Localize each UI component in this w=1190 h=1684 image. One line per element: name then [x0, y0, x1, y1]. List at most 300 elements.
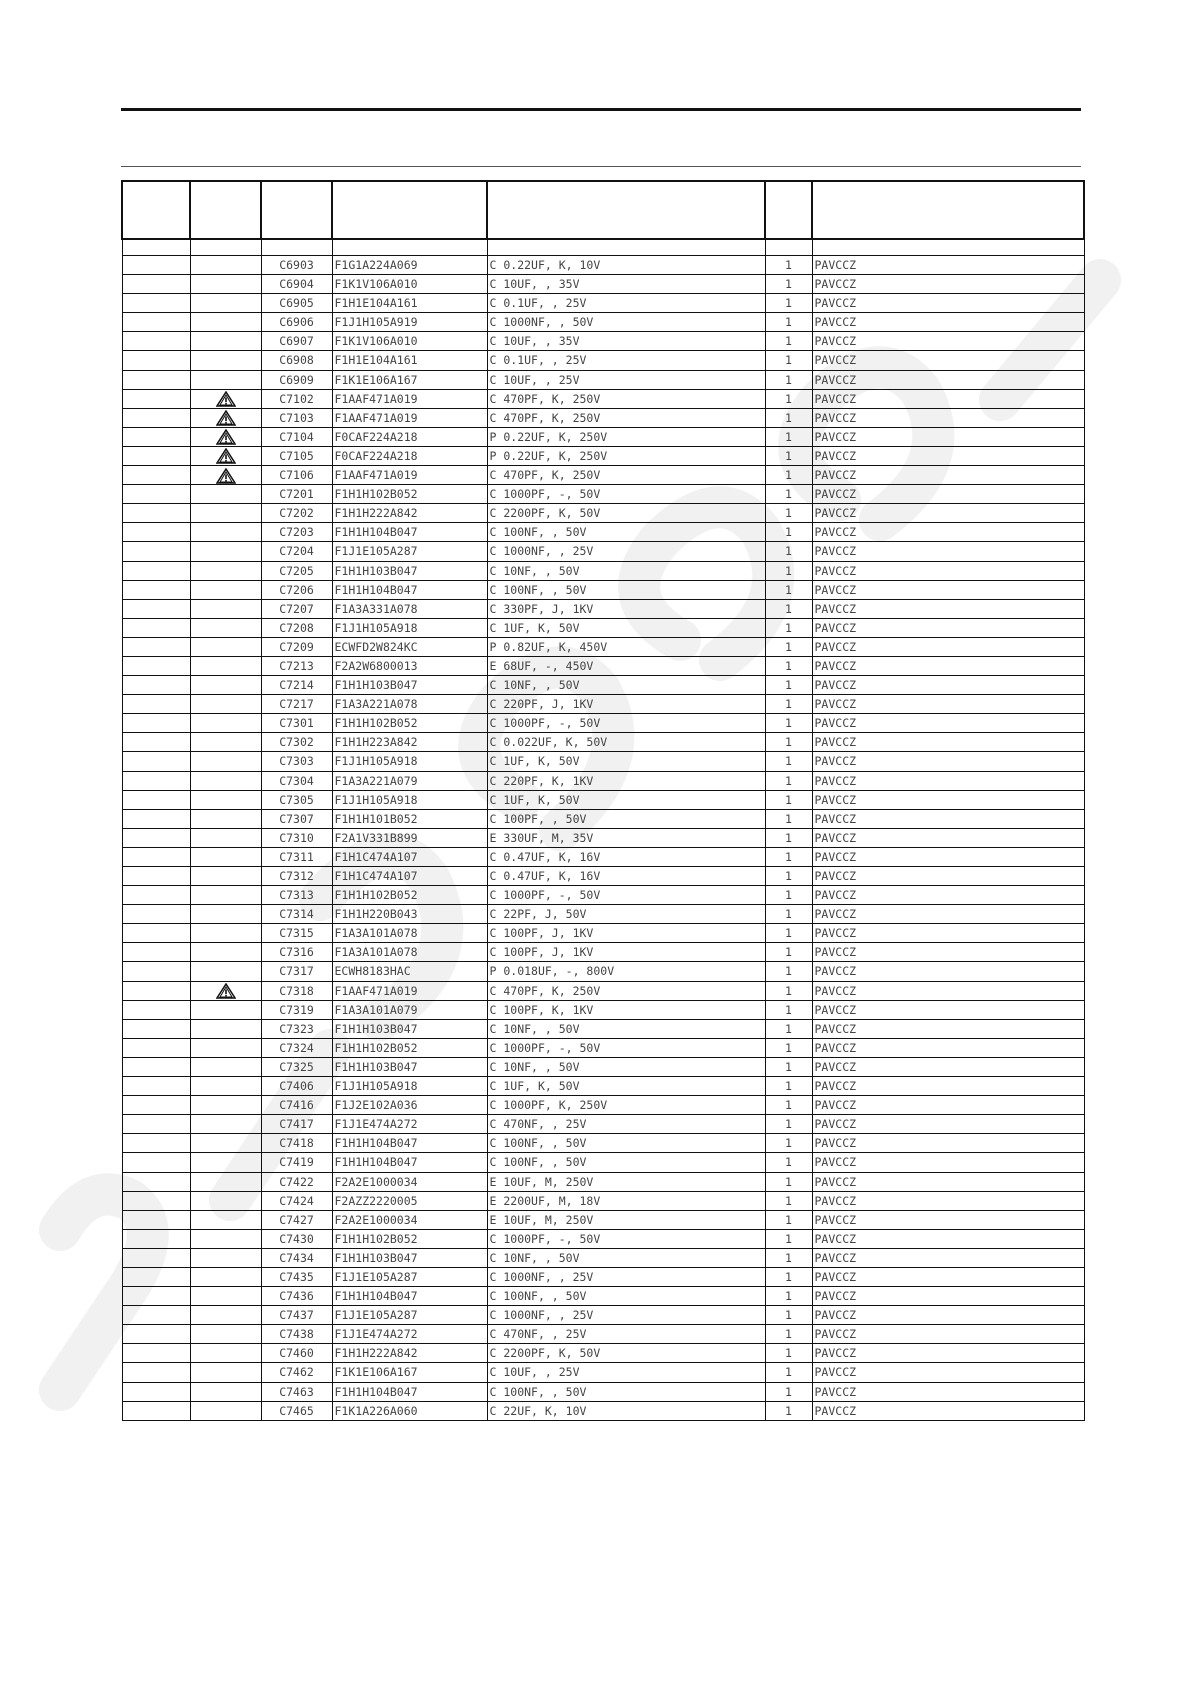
- part-no-cell: F1AAF471A019: [332, 466, 487, 485]
- remarks-cell: PAVCCZ: [812, 370, 1084, 389]
- ref-no-cell: C7406: [261, 1077, 332, 1096]
- remarks-cell: PAVCCZ: [812, 1210, 1084, 1229]
- safety-mark-cell: [190, 752, 261, 771]
- row-blank-cell: [122, 1153, 190, 1172]
- quantity-cell: 1: [765, 981, 812, 1000]
- row-blank-cell: [122, 828, 190, 847]
- ref-no-cell: C7422: [261, 1172, 332, 1191]
- table-row: [122, 504, 1084, 523]
- row-blank-cell: [122, 1229, 190, 1248]
- row-blank-cell: [122, 847, 190, 866]
- safety-mark-cell: [190, 504, 261, 523]
- part-no-cell: F1A3A221A079: [332, 771, 487, 790]
- part-no-cell: F1H1H104B047: [332, 1287, 487, 1306]
- quantity-cell: 1: [765, 771, 812, 790]
- ref-no-cell: C7318: [261, 981, 332, 1000]
- safety-mark-cell: [190, 466, 261, 485]
- table-row: [122, 542, 1084, 561]
- description-cell: C 470PF, K, 250V: [487, 981, 765, 1000]
- safety-mark-cell: [190, 351, 261, 370]
- safety-mark-cell: [190, 313, 261, 332]
- description-cell: C 1000PF, -, 50V: [487, 714, 765, 733]
- description-cell: C 0.022UF, K, 50V: [487, 733, 765, 752]
- quantity-cell: 1: [765, 1096, 812, 1115]
- ref-no-cell: C7314: [261, 905, 332, 924]
- part-no-cell: F1J1H105A918: [332, 790, 487, 809]
- part-no-cell: F2A2E1000034: [332, 1210, 487, 1229]
- safety-mark-cell: [190, 370, 261, 389]
- row-blank-cell: [122, 733, 190, 752]
- ref-no-cell: C7317: [261, 962, 332, 981]
- description-cell: C 0.1UF, , 25V: [487, 294, 765, 313]
- safety-mark-cell: [190, 1287, 261, 1306]
- part-no-cell: F1H1H103B047: [332, 1057, 487, 1076]
- row-blank-cell: [122, 886, 190, 905]
- remarks-cell: PAVCCZ: [812, 485, 1084, 504]
- description-cell: C 1UF, K, 50V: [487, 1077, 765, 1096]
- quantity-cell: 1: [765, 809, 812, 828]
- description-cell: C 1000PF, -, 50V: [487, 886, 765, 905]
- table-row: [122, 1057, 1084, 1076]
- table-row: [122, 1019, 1084, 1038]
- remarks-cell: PAVCCZ: [812, 408, 1084, 427]
- ref-no-cell: C6908: [261, 351, 332, 370]
- quantity-cell: 1: [765, 1191, 812, 1210]
- description-cell: C 100PF, J, 1KV: [487, 943, 765, 962]
- description-cell: C 0.47UF, K, 16V: [487, 847, 765, 866]
- row-blank-cell: [122, 656, 190, 675]
- ref-no-cell: C7427: [261, 1210, 332, 1229]
- remarks-cell: PAVCCZ: [812, 313, 1084, 332]
- description-cell: P 0.22UF, K, 250V: [487, 427, 765, 446]
- part-no-cell: F1H1H104B047: [332, 1134, 487, 1153]
- ref-no-cell: C7430: [261, 1229, 332, 1248]
- description-cell: P 0.22UF, K, 250V: [487, 446, 765, 465]
- table-row: [122, 1325, 1084, 1344]
- warning-triangle-icon: [216, 391, 236, 407]
- part-no-cell: F1AAF471A019: [332, 981, 487, 1000]
- table-row: [122, 714, 1084, 733]
- ref-no-cell: C6904: [261, 275, 332, 294]
- part-no-cell: F1A3A101A079: [332, 1000, 487, 1019]
- quantity-cell: 1: [765, 580, 812, 599]
- row-blank-cell: [122, 1401, 190, 1420]
- safety-mark-cell: [190, 1229, 261, 1248]
- table-row: [122, 924, 1084, 943]
- remarks-cell: PAVCCZ: [812, 733, 1084, 752]
- quantity-cell: 1: [765, 466, 812, 485]
- part-no-cell: F1H1E104A161: [332, 351, 487, 370]
- description-cell: C 1000PF, -, 50V: [487, 1038, 765, 1057]
- remarks-cell: PAVCCZ: [812, 332, 1084, 351]
- description-cell: E 10UF, M, 250V: [487, 1172, 765, 1191]
- part-no-cell: F1A3A331A078: [332, 599, 487, 618]
- safety-mark-cell: [190, 905, 261, 924]
- description-cell: C 10UF, , 35V: [487, 275, 765, 294]
- ref-no-cell: C7312: [261, 867, 332, 886]
- remarks-cell: PAVCCZ: [812, 599, 1084, 618]
- ref-no-cell: C7202: [261, 504, 332, 523]
- ref-no-cell: C7206: [261, 580, 332, 599]
- ref-no-cell: C7304: [261, 771, 332, 790]
- description-cell: C 1000NF, , 25V: [487, 1306, 765, 1325]
- row-blank-cell: [122, 408, 190, 427]
- table-row: [122, 427, 1084, 446]
- table-row: [122, 408, 1084, 427]
- header-divider: [121, 166, 1081, 167]
- safety-mark-cell: [190, 1325, 261, 1344]
- ref-no-cell: C6909: [261, 370, 332, 389]
- ref-no-cell: C6903: [261, 256, 332, 275]
- safety-mark-cell: [190, 1210, 261, 1229]
- row-blank-cell: [122, 790, 190, 809]
- quantity-cell: 1: [765, 676, 812, 695]
- description-cell: C 100PF, J, 1KV: [487, 924, 765, 943]
- part-no-cell: F1J1E105A287: [332, 542, 487, 561]
- ref-no-cell: C7208: [261, 618, 332, 637]
- row-blank-cell: [122, 752, 190, 771]
- description-cell: C 1000PF, -, 50V: [487, 485, 765, 504]
- row-blank-cell: [122, 313, 190, 332]
- table-row: [122, 618, 1084, 637]
- table-row: [122, 466, 1084, 485]
- description-cell: P 0.018UF, -, 800V: [487, 962, 765, 981]
- description-cell: C 10UF, , 25V: [487, 370, 765, 389]
- row-blank-cell: [122, 943, 190, 962]
- part-no-cell: F1J1H105A919: [332, 313, 487, 332]
- remarks-cell: PAVCCZ: [812, 294, 1084, 313]
- remarks-cell: PAVCCZ: [812, 1153, 1084, 1172]
- ref-no-cell: C7104: [261, 427, 332, 446]
- row-blank-cell: [122, 1287, 190, 1306]
- remarks-cell: PAVCCZ: [812, 1134, 1084, 1153]
- remarks-cell: PAVCCZ: [812, 351, 1084, 370]
- table-row: [122, 943, 1084, 962]
- row-blank-cell: [122, 542, 190, 561]
- part-no-cell: F1J1E474A272: [332, 1115, 487, 1134]
- row-blank-cell: [122, 275, 190, 294]
- safety-mark-cell: [190, 599, 261, 618]
- safety-mark-cell: [190, 656, 261, 675]
- table-row: [122, 351, 1084, 370]
- row-blank-cell: [122, 695, 190, 714]
- row-blank-cell: [122, 962, 190, 981]
- part-no-cell: F1H1H220B043: [332, 905, 487, 924]
- safety-mark-cell: [190, 256, 261, 275]
- safety-mark-cell: [190, 580, 261, 599]
- table-row: [122, 561, 1084, 580]
- safety-mark-cell: [190, 275, 261, 294]
- row-blank-cell: [122, 981, 190, 1000]
- table-row: [122, 446, 1084, 465]
- part-no-cell: F1H1H103B047: [332, 676, 487, 695]
- row-blank-cell: [122, 1115, 190, 1134]
- table-spacer-row: [122, 239, 1084, 256]
- row-blank-cell: [122, 1172, 190, 1191]
- remarks-cell: PAVCCZ: [812, 1115, 1084, 1134]
- quantity-cell: 1: [765, 1306, 812, 1325]
- part-no-cell: F1H1H104B047: [332, 523, 487, 542]
- description-cell: C 1000NF, , 25V: [487, 542, 765, 561]
- description-cell: C 220PF, J, 1KV: [487, 695, 765, 714]
- safety-mark-cell: [190, 427, 261, 446]
- ref-no-cell: C7303: [261, 752, 332, 771]
- part-no-cell: F2A2W6800013: [332, 656, 487, 675]
- table-row: [122, 828, 1084, 847]
- warning-triangle-icon: [216, 983, 236, 999]
- remarks-cell: PAVCCZ: [812, 809, 1084, 828]
- remarks-cell: PAVCCZ: [812, 695, 1084, 714]
- row-blank-cell: [122, 1210, 190, 1229]
- safety-mark-cell: [190, 1134, 261, 1153]
- table-row: [122, 256, 1084, 275]
- part-no-cell: ECWFD2W824KC: [332, 637, 487, 656]
- remarks-cell: PAVCCZ: [812, 676, 1084, 695]
- description-cell: C 470PF, K, 250V: [487, 389, 765, 408]
- remarks-cell: PAVCCZ: [812, 1096, 1084, 1115]
- safety-mark-cell: [190, 389, 261, 408]
- quantity-cell: 1: [765, 485, 812, 504]
- remarks-cell: PAVCCZ: [812, 1077, 1084, 1096]
- safety-mark-cell: [190, 676, 261, 695]
- row-blank-cell: [122, 714, 190, 733]
- quantity-cell: 1: [765, 408, 812, 427]
- quantity-cell: 1: [765, 446, 812, 465]
- safety-mark-cell: [190, 1382, 261, 1401]
- header-cell: [332, 181, 487, 239]
- quantity-cell: 1: [765, 275, 812, 294]
- safety-mark-cell: [190, 1153, 261, 1172]
- ref-no-cell: C7214: [261, 676, 332, 695]
- part-no-cell: F1J1E105A287: [332, 1306, 487, 1325]
- remarks-cell: PAVCCZ: [812, 1382, 1084, 1401]
- description-cell: C 22PF, J, 50V: [487, 905, 765, 924]
- part-no-cell: F1K1V106A010: [332, 275, 487, 294]
- ref-no-cell: C7418: [261, 1134, 332, 1153]
- table-row: [122, 370, 1084, 389]
- table-row: [122, 809, 1084, 828]
- table-row: [122, 790, 1084, 809]
- table-row: [122, 905, 1084, 924]
- table-row: [122, 332, 1084, 351]
- ref-no-cell: C6906: [261, 313, 332, 332]
- remarks-cell: PAVCCZ: [812, 504, 1084, 523]
- remarks-cell: PAVCCZ: [812, 924, 1084, 943]
- remarks-cell: PAVCCZ: [812, 867, 1084, 886]
- part-no-cell: F2AZZ2220005: [332, 1191, 487, 1210]
- remarks-cell: PAVCCZ: [812, 981, 1084, 1000]
- ref-no-cell: C7302: [261, 733, 332, 752]
- remarks-cell: PAVCCZ: [812, 256, 1084, 275]
- remarks-cell: PAVCCZ: [812, 962, 1084, 981]
- ref-no-cell: C7301: [261, 714, 332, 733]
- quantity-cell: 1: [765, 370, 812, 389]
- table-row: [122, 275, 1084, 294]
- remarks-cell: PAVCCZ: [812, 618, 1084, 637]
- quantity-cell: 1: [765, 599, 812, 618]
- remarks-cell: PAVCCZ: [812, 275, 1084, 294]
- header-cell: [122, 181, 190, 239]
- remarks-cell: PAVCCZ: [812, 1363, 1084, 1382]
- quantity-cell: 1: [765, 924, 812, 943]
- description-cell: C 10NF, , 50V: [487, 676, 765, 695]
- ref-no-cell: C7434: [261, 1248, 332, 1267]
- row-blank-cell: [122, 332, 190, 351]
- part-no-cell: F1G1A224A069: [332, 256, 487, 275]
- remarks-cell: PAVCCZ: [812, 1057, 1084, 1076]
- row-blank-cell: [122, 637, 190, 656]
- row-blank-cell: [122, 1382, 190, 1401]
- description-cell: C 470PF, K, 250V: [487, 466, 765, 485]
- ref-no-cell: C7436: [261, 1287, 332, 1306]
- quantity-cell: 1: [765, 256, 812, 275]
- safety-mark-cell: [190, 828, 261, 847]
- quantity-cell: 1: [765, 1057, 812, 1076]
- remarks-cell: PAVCCZ: [812, 1267, 1084, 1286]
- ref-no-cell: C7323: [261, 1019, 332, 1038]
- row-blank-cell: [122, 1325, 190, 1344]
- quantity-cell: 1: [765, 1363, 812, 1382]
- quantity-cell: 1: [765, 618, 812, 637]
- description-cell: C 22UF, K, 10V: [487, 1401, 765, 1420]
- safety-mark-cell: [190, 523, 261, 542]
- table-row: [122, 1134, 1084, 1153]
- remarks-cell: PAVCCZ: [812, 523, 1084, 542]
- part-no-cell: F1K1E106A167: [332, 1363, 487, 1382]
- row-blank-cell: [122, 905, 190, 924]
- row-blank-cell: [122, 1248, 190, 1267]
- part-no-cell: F1A3A221A078: [332, 695, 487, 714]
- row-blank-cell: [122, 676, 190, 695]
- remarks-cell: PAVCCZ: [812, 389, 1084, 408]
- description-cell: C 100NF, , 50V: [487, 1153, 765, 1172]
- part-no-cell: F1J1H105A918: [332, 618, 487, 637]
- description-cell: C 0.1UF, , 25V: [487, 351, 765, 370]
- quantity-cell: 1: [765, 1344, 812, 1363]
- row-blank-cell: [122, 1363, 190, 1382]
- safety-mark-cell: [190, 1000, 261, 1019]
- row-blank-cell: [122, 1306, 190, 1325]
- safety-mark-cell: [190, 1306, 261, 1325]
- part-no-cell: F1J1E474A272: [332, 1325, 487, 1344]
- safety-mark-cell: [190, 1019, 261, 1038]
- table-row: [122, 523, 1084, 542]
- table-row: [122, 1306, 1084, 1325]
- ref-no-cell: C7205: [261, 561, 332, 580]
- safety-mark-cell: [190, 408, 261, 427]
- part-no-cell: F0CAF224A218: [332, 427, 487, 446]
- quantity-cell: 1: [765, 847, 812, 866]
- part-no-cell: F1H1H102B052: [332, 714, 487, 733]
- quantity-cell: 1: [765, 1153, 812, 1172]
- remarks-cell: PAVCCZ: [812, 561, 1084, 580]
- safety-mark-cell: [190, 924, 261, 943]
- row-blank-cell: [122, 1000, 190, 1019]
- description-cell: C 10UF, , 25V: [487, 1363, 765, 1382]
- safety-mark-cell: [190, 446, 261, 465]
- table-row: [122, 1344, 1084, 1363]
- remarks-cell: PAVCCZ: [812, 1000, 1084, 1019]
- part-no-cell: F1H1H103B047: [332, 1019, 487, 1038]
- remarks-cell: PAVCCZ: [812, 1191, 1084, 1210]
- description-cell: C 470NF, , 25V: [487, 1115, 765, 1134]
- remarks-cell: PAVCCZ: [812, 1229, 1084, 1248]
- part-no-cell: F1H1H102B052: [332, 1038, 487, 1057]
- quantity-cell: 1: [765, 1210, 812, 1229]
- ref-no-cell: C7213: [261, 656, 332, 675]
- description-cell: C 10NF, , 50V: [487, 1057, 765, 1076]
- description-cell: C 470NF, , 25V: [487, 1325, 765, 1344]
- quantity-cell: 1: [765, 294, 812, 313]
- part-no-cell: F1AAF471A019: [332, 408, 487, 427]
- ref-no-cell: C6905: [261, 294, 332, 313]
- safety-mark-cell: [190, 1344, 261, 1363]
- ref-no-cell: C7462: [261, 1363, 332, 1382]
- quantity-cell: 1: [765, 1077, 812, 1096]
- safety-mark-cell: [190, 867, 261, 886]
- table-row: [122, 1248, 1084, 1267]
- description-cell: E 68UF, -, 450V: [487, 656, 765, 675]
- row-blank-cell: [122, 1057, 190, 1076]
- part-no-cell: F1H1H223A842: [332, 733, 487, 752]
- row-blank-cell: [122, 599, 190, 618]
- description-cell: E 10UF, M, 250V: [487, 1210, 765, 1229]
- quantity-cell: 1: [765, 962, 812, 981]
- safety-mark-cell: [190, 1077, 261, 1096]
- safety-mark-cell: [190, 847, 261, 866]
- row-blank-cell: [122, 446, 190, 465]
- safety-mark-cell: [190, 981, 261, 1000]
- row-blank-cell: [122, 504, 190, 523]
- part-no-cell: F1H1H103B047: [332, 1248, 487, 1267]
- safety-mark-cell: [190, 332, 261, 351]
- part-no-cell: F1H1H104B047: [332, 1153, 487, 1172]
- remarks-cell: PAVCCZ: [812, 752, 1084, 771]
- safety-mark-cell: [190, 695, 261, 714]
- description-cell: C 10NF, , 50V: [487, 561, 765, 580]
- quantity-cell: 1: [765, 542, 812, 561]
- remarks-cell: PAVCCZ: [812, 771, 1084, 790]
- safety-mark-cell: [190, 1038, 261, 1057]
- ref-no-cell: C7437: [261, 1306, 332, 1325]
- part-no-cell: F1H1H102B052: [332, 886, 487, 905]
- header-cell: [261, 181, 332, 239]
- quantity-cell: 1: [765, 1382, 812, 1401]
- description-cell: C 1000PF, -, 50V: [487, 1229, 765, 1248]
- quantity-cell: 1: [765, 714, 812, 733]
- remarks-cell: PAVCCZ: [812, 847, 1084, 866]
- part-no-cell: F1J2E102A036: [332, 1096, 487, 1115]
- ref-no-cell: C7311: [261, 847, 332, 866]
- table-row: [122, 599, 1084, 618]
- remarks-cell: PAVCCZ: [812, 1019, 1084, 1038]
- quantity-cell: 1: [765, 790, 812, 809]
- header-cell: [487, 181, 765, 239]
- safety-mark-cell: [190, 1191, 261, 1210]
- table-row: [122, 733, 1084, 752]
- warning-triangle-icon: [216, 448, 236, 464]
- ref-no-cell: C7315: [261, 924, 332, 943]
- row-blank-cell: [122, 1191, 190, 1210]
- quantity-cell: 1: [765, 1267, 812, 1286]
- remarks-cell: PAVCCZ: [812, 446, 1084, 465]
- row-blank-cell: [122, 370, 190, 389]
- ref-no-cell: C7324: [261, 1038, 332, 1057]
- table-row: [122, 1363, 1084, 1382]
- quantity-cell: 1: [765, 867, 812, 886]
- part-no-cell: F1AAF471A019: [332, 389, 487, 408]
- ref-no-cell: C7316: [261, 943, 332, 962]
